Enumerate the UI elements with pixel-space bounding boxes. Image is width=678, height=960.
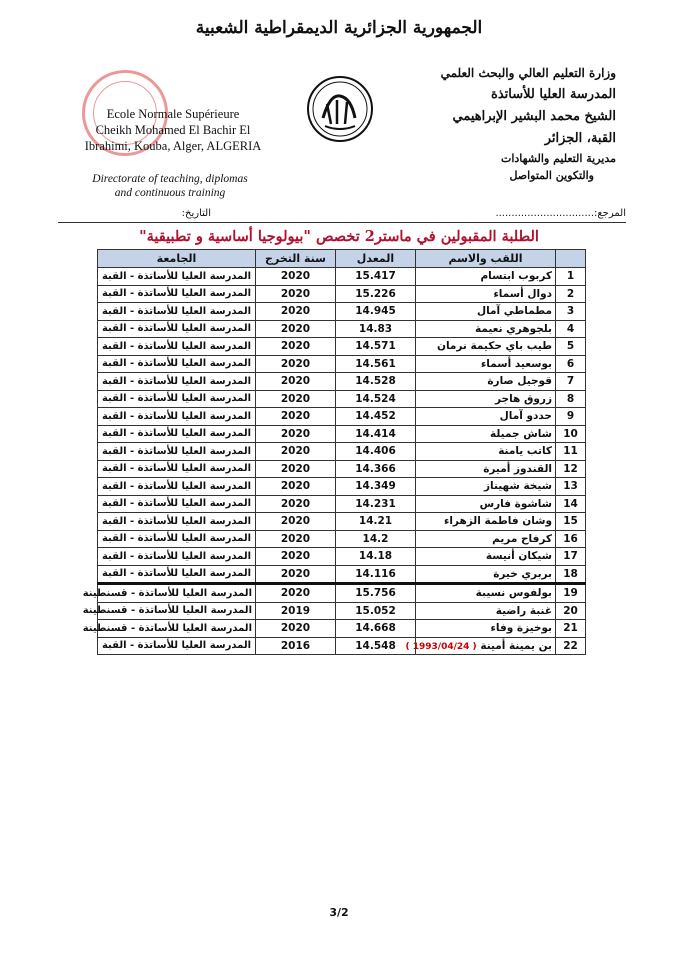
student-grade: 14.83 <box>336 320 416 338</box>
column-header-number <box>556 250 586 268</box>
table-row <box>98 565 586 584</box>
student-name: حددو آمال <box>416 408 556 426</box>
student-grade: 14.366 <box>336 460 416 478</box>
university: المدرسة العليا للأساتذة - القبة <box>98 548 256 566</box>
graduation-year: 2020 <box>256 565 336 584</box>
university: المدرسة العليا للأساتذة - القبة <box>98 320 256 338</box>
student-name: بربري خيرة <box>416 565 556 584</box>
directorate-en <box>70 172 270 200</box>
page-number: 3/2 <box>329 906 349 919</box>
student-grade: 14.524 <box>336 390 416 408</box>
table-row <box>98 584 586 603</box>
table-row <box>98 602 586 620</box>
student-name: بولفوس نسيبة <box>416 584 556 603</box>
student-name: القندوز أميرة <box>416 460 556 478</box>
student-name: مطماطي آمال <box>416 303 556 321</box>
table-row <box>98 268 586 286</box>
university: المدرسة العليا للأساتذة - القبة <box>98 460 256 478</box>
table-row <box>98 530 586 548</box>
university: المدرسة العليا للأساتذة - القبة <box>98 373 256 391</box>
row-number: 5 <box>556 338 586 356</box>
student-name: كرفاح مريم <box>416 530 556 548</box>
row-number: 8 <box>556 390 586 408</box>
table-row <box>98 425 586 443</box>
graduation-year: 2020 <box>256 443 336 461</box>
graduation-year: 2020 <box>256 390 336 408</box>
student-name: بلجوهري نعيمة <box>416 320 556 338</box>
date-label: التاريخ: <box>181 208 211 219</box>
table-row <box>98 478 586 496</box>
row-number: 19 <box>556 584 586 603</box>
student-grade: 14.452 <box>336 408 416 426</box>
graduation-year: 2020 <box>256 513 336 531</box>
directorate-en-line2: and continuous training <box>114 187 226 199</box>
row-number: 20 <box>556 602 586 620</box>
student-grade: 15.756 <box>336 584 416 603</box>
row-number: 9 <box>556 408 586 426</box>
university: المدرسة العليا للأساتذة - القبة <box>98 285 256 303</box>
university: المدرسة العليا للأساتذة - القبة <box>98 303 256 321</box>
table-row <box>98 460 586 478</box>
graduation-year: 2020 <box>256 495 336 513</box>
table-row <box>98 548 586 566</box>
directorate-ar-line2: والتكوين المتواصل <box>509 169 594 182</box>
column-header-grade: المعدل <box>336 250 416 268</box>
table-row <box>98 285 586 303</box>
table-row <box>98 373 586 391</box>
student-grade: 15.417 <box>336 268 416 286</box>
row-number: 16 <box>556 530 586 548</box>
student-name <box>405 637 556 655</box>
table-body <box>82 268 586 655</box>
row-number: 21 <box>556 620 586 638</box>
graduation-year: 2016 <box>256 637 336 655</box>
graduation-year: 2020 <box>256 425 336 443</box>
row-number: 17 <box>556 548 586 566</box>
graduation-year: 2020 <box>256 460 336 478</box>
student-grade: 14.571 <box>336 338 416 356</box>
university: المدرسة العليا للأساتذة - القبة <box>98 443 256 461</box>
student-name: شاش جميلة <box>416 425 556 443</box>
table-row <box>98 443 586 461</box>
column-header-university: الجامعة <box>98 250 256 268</box>
table-row <box>98 637 586 655</box>
table-row <box>98 495 586 513</box>
graduation-year: 2020 <box>256 530 336 548</box>
student-name: بوسعيد أسماء <box>416 355 556 373</box>
student-grade: 14.548 <box>336 637 416 655</box>
school-location-ar: القبة، الجزائر <box>544 131 616 146</box>
university: المدرسة العليا للأساتذة - القبة <box>98 637 256 655</box>
reference-line <box>58 208 626 222</box>
graduation-year: 2020 <box>256 373 336 391</box>
university: المدرسة العليا للأساتذة - القبة <box>98 390 256 408</box>
university: المدرسة العليا للأساتذة - القبة <box>98 478 256 496</box>
row-number: 14 <box>556 495 586 513</box>
school-subname-ar: الشيخ محمد البشير الإبراهيمي <box>452 109 616 124</box>
row-number: 4 <box>556 320 586 338</box>
student-grade: 14.231 <box>336 495 416 513</box>
arabic-letterhead <box>416 62 616 184</box>
student-grade: 15.226 <box>336 285 416 303</box>
table-row <box>98 303 586 321</box>
row-number: 1 <box>556 268 586 286</box>
header-rule <box>58 222 626 223</box>
student-grade: 15.052 <box>336 602 416 620</box>
graduation-year: 2020 <box>256 303 336 321</box>
table-row <box>98 620 586 638</box>
directorate-ar-line1: مديرية التعليم والشهادات <box>501 152 616 165</box>
row-number: 13 <box>556 478 586 496</box>
student-grade: 14.21 <box>336 513 416 531</box>
school-name-fr-line3: Ibrahimi, Kouba, Alger, ALGERIA <box>84 139 262 153</box>
university: المدرسة العليا للأساتذة - القبة <box>98 425 256 443</box>
column-header-name: اللقب والاسم <box>416 250 556 268</box>
french-letterhead <box>58 106 288 154</box>
university: المدرسة العليا للأساتذة - قسنطينة <box>98 584 256 603</box>
school-name-fr-line1: Ecole Normale Supérieure <box>106 107 240 121</box>
student-name: شيخة شهيناز <box>416 478 556 496</box>
table-row <box>98 320 586 338</box>
graduation-year: 2020 <box>256 548 336 566</box>
republic-heading: الجمهورية الجزائرية الديمقراطية الشعبية <box>195 18 483 38</box>
student-name: دوال أسماء <box>416 285 556 303</box>
school-name-fr-line2: Cheikh Mohamed El Bachir El <box>95 123 251 137</box>
graduation-year: 2020 <box>256 268 336 286</box>
student-name: بوخيزة وفاء <box>416 620 556 638</box>
student-grade: 14.561 <box>336 355 416 373</box>
university: المدرسة العليا للأساتذة - القبة <box>98 268 256 286</box>
table-row <box>98 338 586 356</box>
ministry-name: وزارة التعليم العالي والبحث العلمي <box>440 66 616 80</box>
row-number: 22 <box>556 637 586 655</box>
admitted-students-table <box>82 249 586 655</box>
university: المدرسة العليا للأساتذة - القبة <box>98 355 256 373</box>
student-grade: 14.349 <box>336 478 416 496</box>
birth-date: ( 1993/04/24 ) <box>405 641 477 652</box>
graduation-year: 2020 <box>256 478 336 496</box>
student-grade: 14.528 <box>336 373 416 391</box>
university: المدرسة العليا للأساتذة - القبة <box>98 530 256 548</box>
student-name: زروق هاجر <box>416 390 556 408</box>
graduation-year: 2020 <box>256 355 336 373</box>
table-row <box>98 390 586 408</box>
student-grade: 14.668 <box>336 620 416 638</box>
graduation-year: 2020 <box>256 408 336 426</box>
student-name: شاشوة فارس <box>416 495 556 513</box>
student-grade: 14.2 <box>336 530 416 548</box>
graduation-year: 2020 <box>256 320 336 338</box>
university: المدرسة العليا للأساتذة - القبة <box>98 408 256 426</box>
row-number: 3 <box>556 303 586 321</box>
row-number: 12 <box>556 460 586 478</box>
student-grade: 14.406 <box>336 443 416 461</box>
table-row <box>98 408 586 426</box>
table-row <box>98 513 586 531</box>
student-name-text: بن يمينة أمينة <box>480 639 552 652</box>
table-header-row <box>98 250 586 268</box>
student-name: كاتب يامنة <box>416 443 556 461</box>
university: المدرسة العليا للأساتذة - قسنطينة <box>98 620 256 638</box>
university: المدرسة العليا للأساتذة - القبة <box>98 513 256 531</box>
student-grade: 14.414 <box>336 425 416 443</box>
school-logo <box>305 74 375 144</box>
row-number: 2 <box>556 285 586 303</box>
row-number: 7 <box>556 373 586 391</box>
student-grade: 14.945 <box>336 303 416 321</box>
university: المدرسة العليا للأساتذة - قسنطينة <box>98 602 256 620</box>
graduation-year: 2020 <box>256 285 336 303</box>
university: المدرسة العليا للأساتذة - القبة <box>98 338 256 356</box>
document-title: الطلبة المقبولين في ماستر2 تخصص "بيولوجيا أساسية و تطبيقية" <box>139 228 539 245</box>
row-number: 15 <box>556 513 586 531</box>
row-number: 11 <box>556 443 586 461</box>
column-header-year: سنة التخرج <box>256 250 336 268</box>
row-number: 18 <box>556 565 586 584</box>
student-name: وشان فاطمة الزهراء <box>416 513 556 531</box>
university: المدرسة العليا للأساتذة - القبة <box>98 565 256 584</box>
student-name: غنبة راضية <box>416 602 556 620</box>
graduation-year: 2020 <box>256 338 336 356</box>
row-number: 6 <box>556 355 586 373</box>
table-row <box>98 355 586 373</box>
student-grade: 14.116 <box>336 565 416 584</box>
student-name: شيكان أنيسة <box>416 548 556 566</box>
university: المدرسة العليا للأساتذة - القبة <box>98 495 256 513</box>
school-name-ar: المدرسة العليا للأساتذة <box>491 87 616 102</box>
student-name: طيب باي حكيمة نرمان <box>416 338 556 356</box>
reference-label: المرجع:............................... <box>495 208 626 219</box>
directorate-en-line1: Directorate of teaching, diplomas <box>92 173 248 185</box>
row-number: 10 <box>556 425 586 443</box>
student-grade: 14.18 <box>336 548 416 566</box>
student-name: كربوب ابتسام <box>416 268 556 286</box>
student-name: قوجيل صارة <box>416 373 556 391</box>
graduation-year: 2019 <box>256 602 336 620</box>
graduation-year: 2020 <box>256 620 336 638</box>
graduation-year: 2020 <box>256 584 336 603</box>
